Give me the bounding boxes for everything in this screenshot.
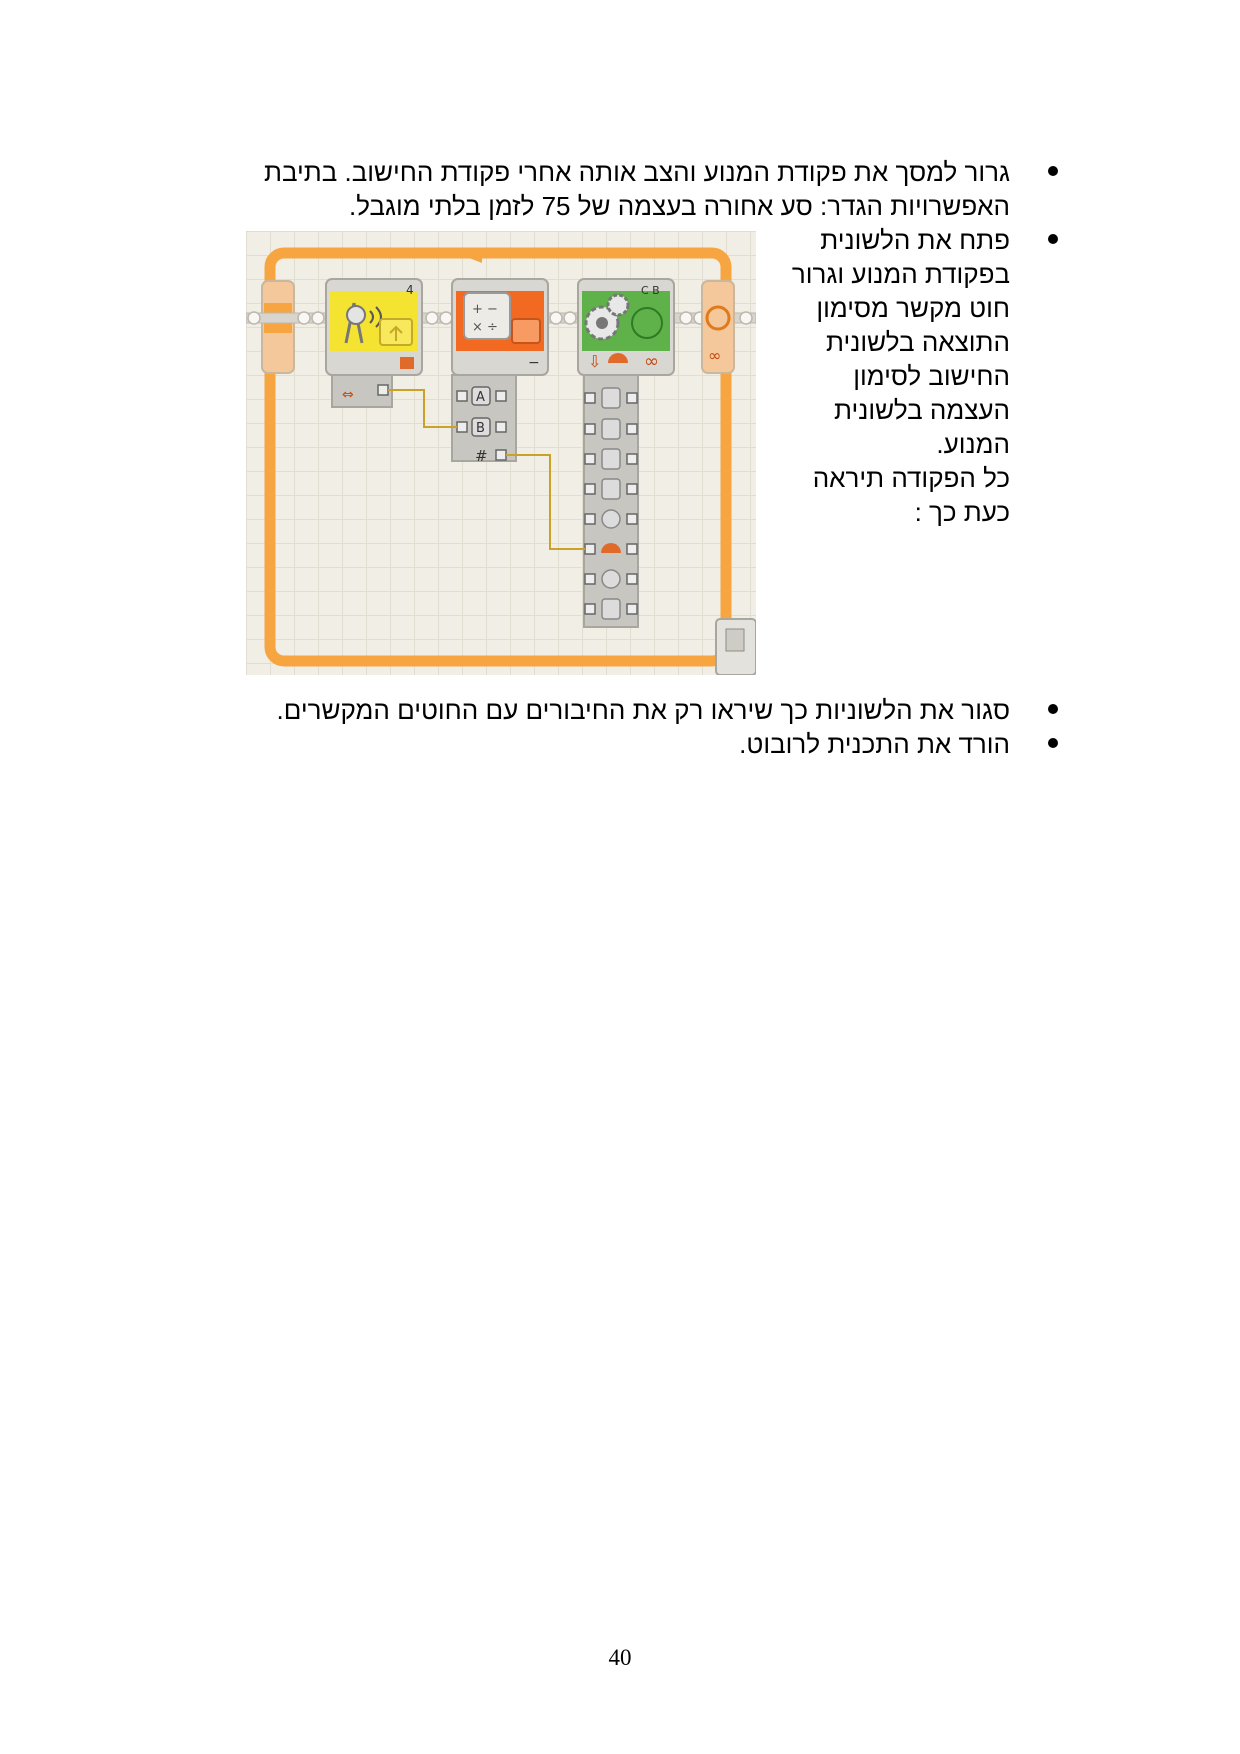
direction-icon: ⇩ xyxy=(588,352,602,371)
motor-plug-out[interactable] xyxy=(627,393,637,403)
next-action-plug-icon xyxy=(602,599,620,619)
result-plug-out[interactable] xyxy=(496,450,506,460)
bullet-line: חוט מקשר מסימון xyxy=(816,293,1010,323)
plug-b-in[interactable] xyxy=(457,422,467,432)
bullet-line: הורד את התכנית לרובוט. xyxy=(739,729,1010,759)
motor-plug-in[interactable] xyxy=(585,604,595,614)
motor-plug-out[interactable] xyxy=(627,574,637,584)
bullet-item xyxy=(230,155,1010,223)
result-plug-label: # xyxy=(475,447,488,465)
motor-plug-out[interactable] xyxy=(627,604,637,614)
plug-a-label: A xyxy=(476,390,485,405)
bullet-line: כל הפקודה תיראה xyxy=(812,463,1010,493)
steering-plug-icon xyxy=(602,479,620,499)
motor-plug-in[interactable] xyxy=(585,574,595,584)
plug-a-out[interactable] xyxy=(496,391,506,401)
motor-plug-out[interactable] xyxy=(627,454,637,464)
motor-plug-in[interactable] xyxy=(585,424,595,434)
bullet-line: התוצאה בלשונית xyxy=(826,327,1010,357)
loop-forever-icon: ∞ xyxy=(708,346,722,365)
svg-text:+ −: + − xyxy=(472,302,498,317)
bullet-dot xyxy=(1048,166,1058,176)
bullet-line: החישוב לסימון xyxy=(853,361,1010,391)
motor-plug-out[interactable] xyxy=(627,424,637,434)
motor-plug-out[interactable] xyxy=(627,514,637,524)
plug-out[interactable] xyxy=(378,385,388,395)
bullet-line: האפשרויות הגדר: סע אחורה בעצמה של 75 לזמן בלתי מוגבל. xyxy=(348,191,1010,221)
bullet-line: פתח את הלשונית xyxy=(820,225,1010,255)
bullet-item xyxy=(190,727,1010,761)
other-motor-plug-icon xyxy=(602,449,620,469)
trash-icon xyxy=(400,357,414,369)
motor-plug-out[interactable] xyxy=(627,544,637,554)
sensor-port-label: 4 xyxy=(406,283,414,297)
bullet-line: המנוע. xyxy=(936,429,1010,459)
motor-ports-label: C B xyxy=(641,284,660,297)
direction-plug-icon xyxy=(602,510,620,528)
bullet-line: בפקודת המנוע וגרור xyxy=(791,259,1010,289)
program-screenshot xyxy=(246,231,756,675)
page-number: 40 xyxy=(608,1645,632,1670)
plug-b-label: B xyxy=(476,421,485,436)
compare-plug-icon: ⇔ xyxy=(342,387,354,403)
motor-plug-out[interactable] xyxy=(627,484,637,494)
plug-a-in[interactable] xyxy=(457,391,467,401)
bullet-line: גרור למסך את פקודת המנוע והצב אותה אחרי פקודת החישוב. בתיבת xyxy=(264,157,1010,187)
motor-data-hub xyxy=(584,375,638,627)
motor-plug-in[interactable] xyxy=(585,484,595,494)
svg-text:× ÷: × ÷ xyxy=(472,320,498,335)
motor-plug-in[interactable] xyxy=(585,514,595,524)
motor-power-plug-in[interactable] xyxy=(585,544,595,554)
motor-plug-in[interactable] xyxy=(585,454,595,464)
bullet-item xyxy=(740,223,1010,529)
duration-infinite-icon: ∞ xyxy=(644,351,659,372)
right-motor-plug-icon xyxy=(602,419,620,439)
power-indicator-icon xyxy=(632,308,662,338)
bullet-dot xyxy=(1048,738,1058,748)
bullet-line: סגור את הלשוניות כך שיראו רק את החיבורים עם החוטים המקשרים. xyxy=(276,695,1010,725)
left-motor-plug-icon xyxy=(602,388,620,408)
subtract-indicator: − xyxy=(528,355,540,371)
bullet-dot xyxy=(1048,234,1058,244)
motor-plug-in[interactable] xyxy=(585,393,595,403)
bullet-line: כעת כך : xyxy=(914,497,1010,527)
plug-b-out[interactable] xyxy=(496,422,506,432)
bullet-item xyxy=(190,693,1010,727)
bullet-dot xyxy=(1048,704,1058,714)
duration-plug-icon xyxy=(602,570,620,588)
bullet-line: העצמה בלשונית xyxy=(834,395,1010,425)
